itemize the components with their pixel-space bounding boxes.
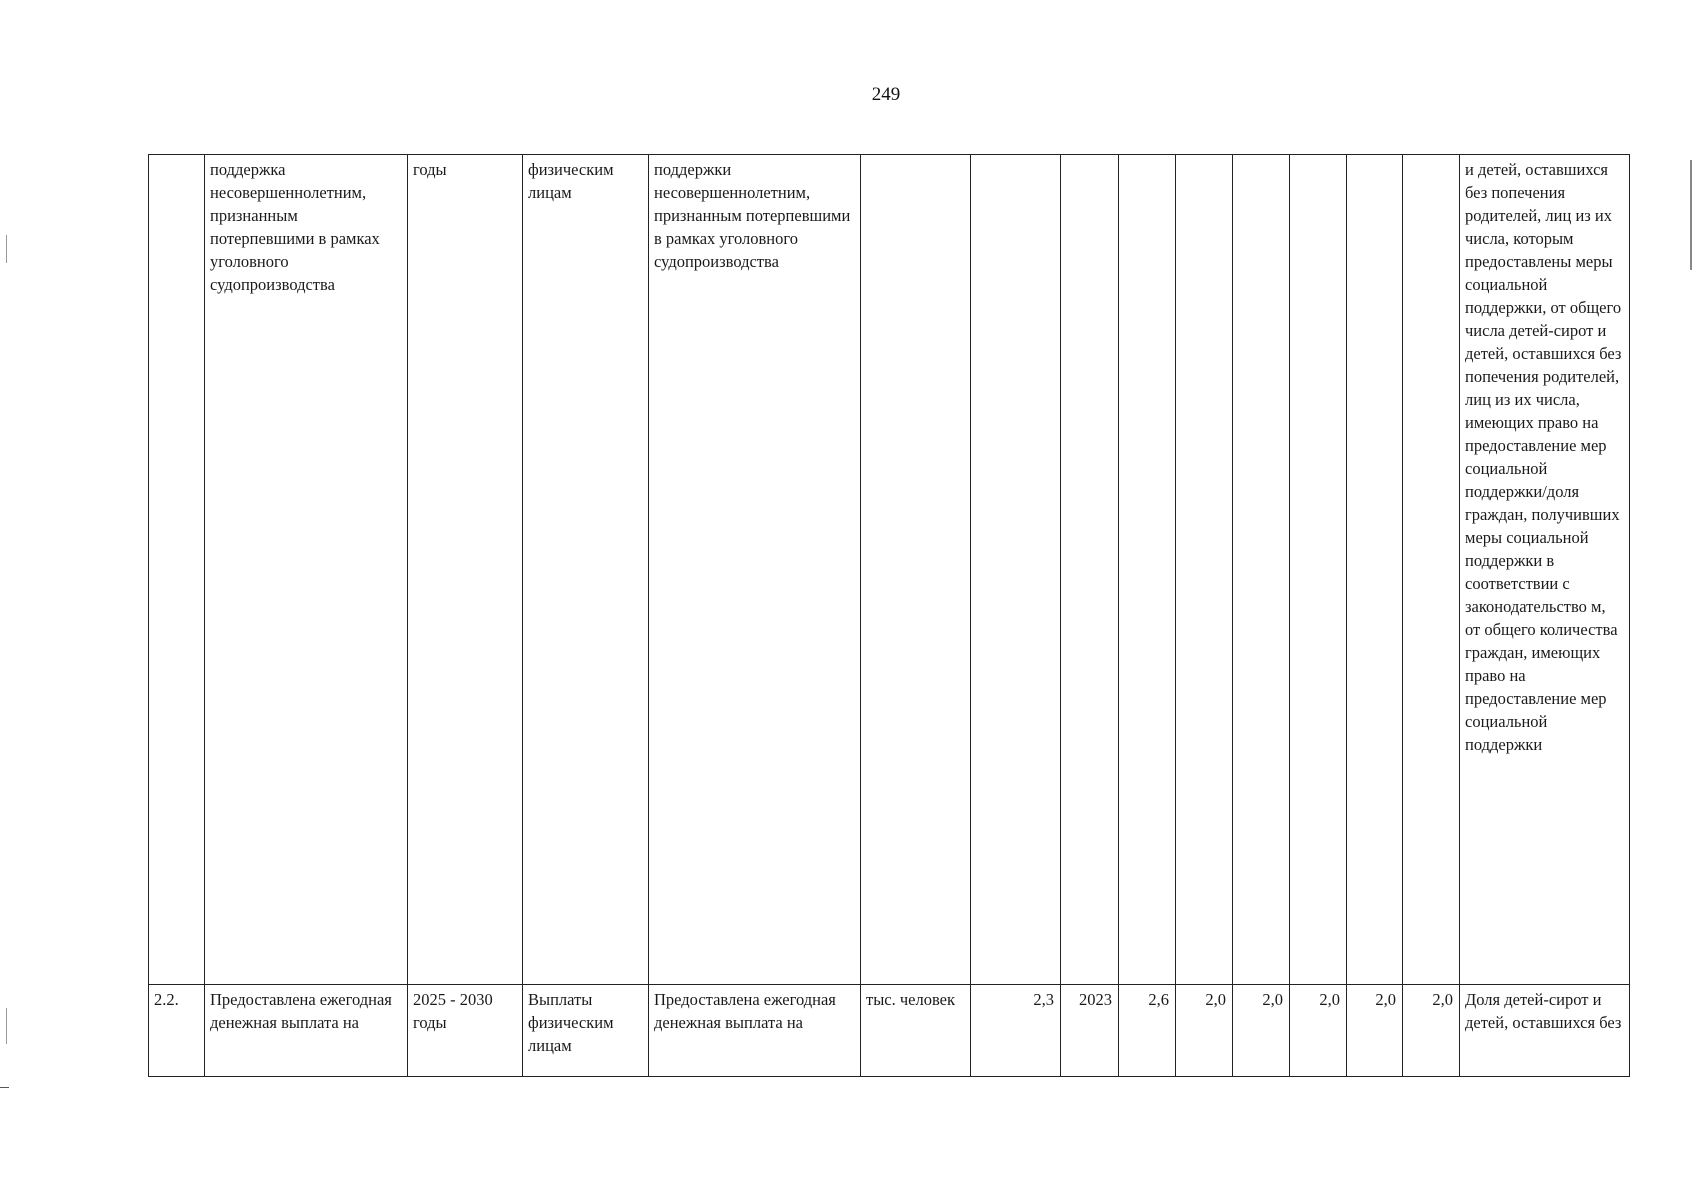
cell-value: [1119, 155, 1176, 985]
scan-artifact: [0, 1087, 9, 1088]
page-number: 249: [871, 84, 901, 105]
cell-value: 2,0: [1347, 985, 1403, 1077]
cell-result: и детей, оставшихся без попечения родителей, лиц из их числа, которым предоставлены меры социальной поддержки, от общего числа детей-сирот и детей, оставшихся без попечения родителей, лиц из их числа, имеющих право на предоставление мер социальной поддержки/доля граждан, получивших меры социальной поддержки в соответствии с законодательство м, от общего количества граждан, имеющих право на предоставление мер социальной поддержки: [1460, 155, 1630, 985]
cell-value: [1233, 155, 1290, 985]
cell-value: [1176, 155, 1233, 985]
cell-name: Предоставлена ежегодная денежная выплата на: [205, 985, 408, 1077]
cell-value: 2,0: [1290, 985, 1347, 1077]
scan-artifact: [1690, 160, 1692, 270]
cell-value: 2,0: [1233, 985, 1290, 1077]
scan-artifact: [6, 235, 7, 263]
cell-indicator: поддержки несовершеннолетним, признанным потерпевшими в рамках уголовного судопроизводства: [649, 155, 861, 985]
program-table: [148, 154, 1630, 1077]
cell-period: годы: [408, 155, 523, 985]
cell-unit: тыс. человек: [861, 985, 971, 1077]
cell-result: Доля детей-сирот и детей, оставшихся без: [1460, 985, 1630, 1077]
cell-type: физическим лицам: [523, 155, 649, 985]
cell-value: 2,0: [1176, 985, 1233, 1077]
table-row: [149, 985, 1630, 1077]
cell-value: 2,3: [971, 985, 1061, 1077]
cell-name: поддержка несовершеннолетним, признанным потерпевшими в рамках уголовного судопроизводства: [205, 155, 408, 985]
table-row: [149, 155, 1630, 985]
cell-value: 2,6: [1119, 985, 1176, 1077]
cell-value: [1403, 155, 1460, 985]
cell-value: [1347, 155, 1403, 985]
cell-number: 2.2.: [149, 985, 205, 1077]
cell-indicator: Предоставлена ежегодная денежная выплата на: [649, 985, 861, 1077]
cell-period: 2025 - 2030 годы: [408, 985, 523, 1077]
cell-value: [971, 155, 1061, 985]
cell-number: [149, 155, 205, 985]
cell-value: [1061, 155, 1119, 985]
cell-unit: [861, 155, 971, 985]
cell-value: [1290, 155, 1347, 985]
scan-artifact: [6, 1008, 7, 1044]
cell-type: Выплаты физическим лицам: [523, 985, 649, 1077]
cell-value: 2,0: [1403, 985, 1460, 1077]
cell-value: 2023: [1061, 985, 1119, 1077]
